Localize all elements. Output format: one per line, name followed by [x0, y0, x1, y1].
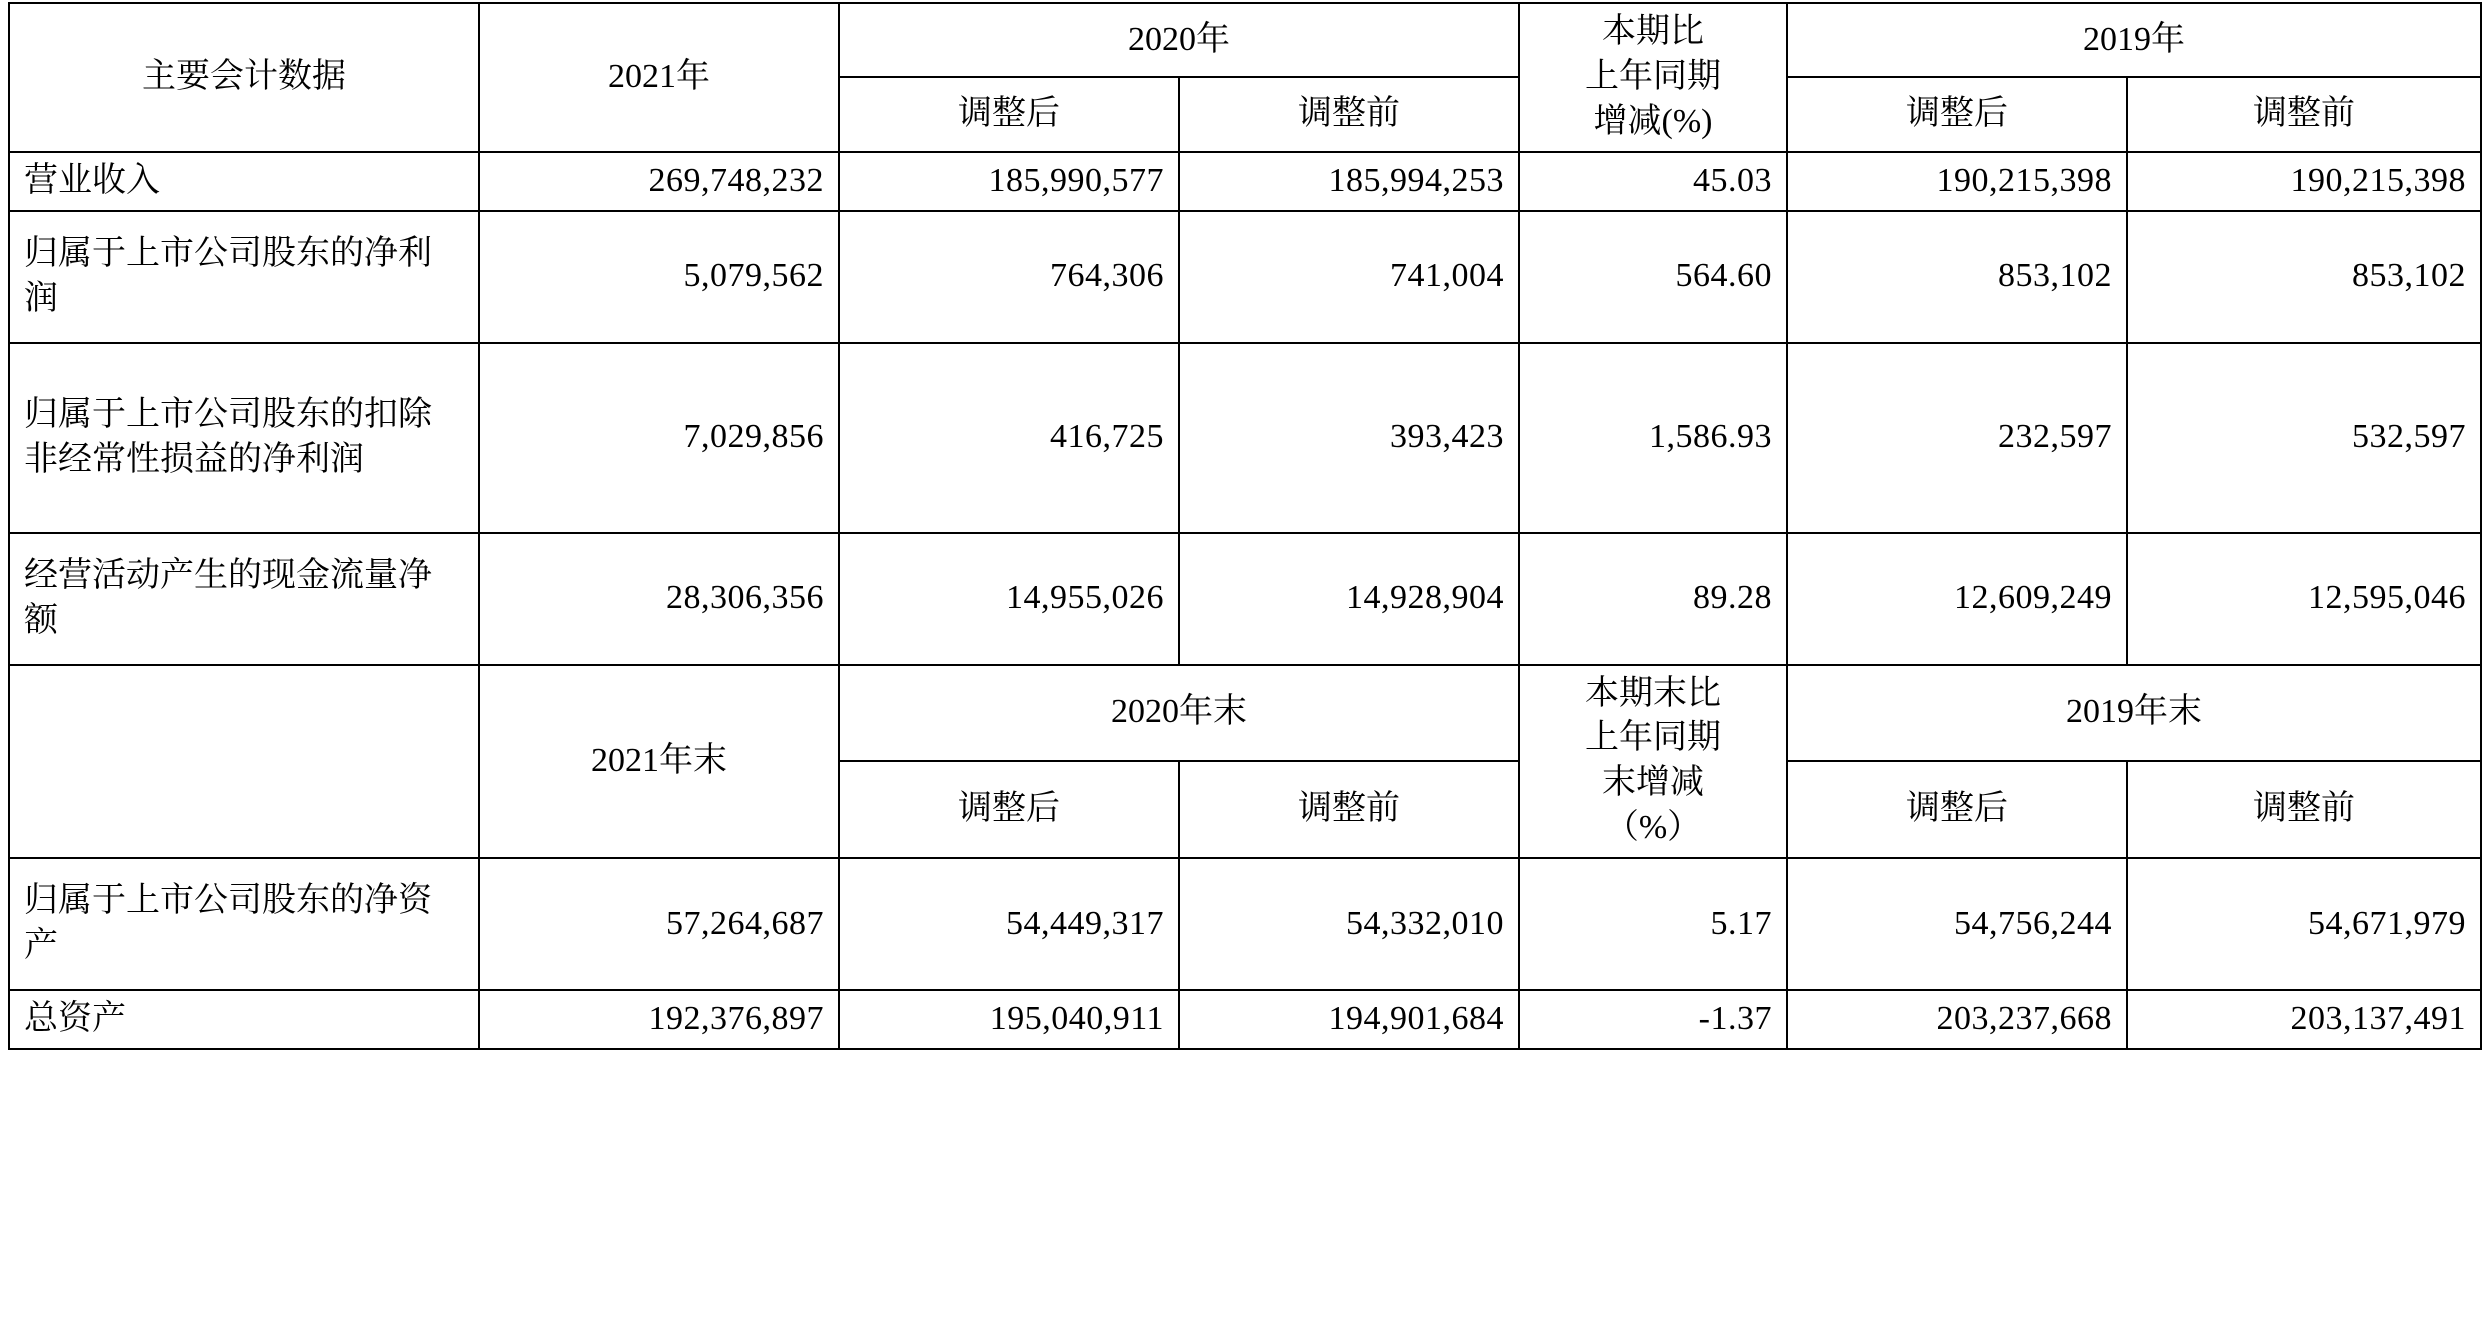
table-row: [9, 343, 2481, 533]
cell-2019-before: 190,215,398: [2127, 152, 2481, 211]
header-2020end-before-adjust: 调整前: [1179, 761, 1519, 858]
cell-2019-before: 853,102: [2127, 211, 2481, 343]
cell-2019-before: 54,671,979: [2127, 858, 2481, 990]
cell-2020-adjusted: 185,990,577: [839, 152, 1179, 211]
row-label: 总资产: [9, 990, 479, 1049]
header-2020end-adjusted: 调整后: [839, 761, 1179, 858]
header-group-2020: 2020年: [839, 3, 1519, 77]
cell-change: 564.60: [1519, 211, 1787, 343]
cell-2019-adjusted: 232,597: [1787, 343, 2127, 533]
cell-2020-before: 54,332,010: [1179, 858, 1519, 990]
cell-2020-adjusted: 416,725: [839, 343, 1179, 533]
document-page: [0, 2, 2488, 1339]
header-2019end-before-adjust: 调整前: [2127, 761, 2481, 858]
table-row: [9, 211, 2481, 343]
header-2020-adjusted: 调整后: [839, 77, 1179, 151]
table-row: [9, 858, 2481, 990]
row-label: 营业收入: [9, 152, 479, 211]
header-change-line2: 上年同期: [1585, 57, 1721, 95]
row-label: 归属于上市公司股东的扣除非经常性损益的净利润: [9, 343, 479, 533]
table-row: [9, 990, 2481, 1049]
header-2019end-adjusted: 调整后: [1787, 761, 2127, 858]
header-group-2019-end: 2019年末: [1787, 665, 2481, 762]
header-main-label: 主要会计数据: [9, 3, 479, 152]
header-change-line1: 本期比: [1602, 13, 1704, 50]
cell-2020-adjusted: 764,306: [839, 211, 1179, 343]
cell-2021: 269,748,232: [479, 152, 839, 211]
cell-change: 45.03: [1519, 152, 1787, 211]
cell-2020-before: 14,928,904: [1179, 533, 1519, 665]
cell-2019-before: 532,597: [2127, 343, 2481, 533]
header-group-2020-end: 2020年末: [839, 665, 1519, 762]
table-header-row-3: [9, 665, 2481, 762]
header-2019-adjusted: 调整后: [1787, 77, 2127, 151]
header-2021: 2021年: [479, 3, 839, 152]
cell-2021: 5,079,562: [479, 211, 839, 343]
cell-2020-before: 194,901,684: [1179, 990, 1519, 1049]
cell-2019-adjusted: 54,756,244: [1787, 858, 2127, 990]
header-2020-before-adjust: 调整前: [1179, 77, 1519, 151]
row-label: 归属于上市公司股东的净利润: [9, 211, 479, 343]
cell-2019-adjusted: 203,237,668: [1787, 990, 2127, 1049]
cell-2019-before: 12,595,046: [2127, 533, 2481, 665]
cell-2020-before: 185,994,253: [1179, 152, 1519, 211]
header-2019-before-adjust: 调整前: [2127, 77, 2481, 151]
cell-2021: 7,029,856: [479, 343, 839, 533]
cell-2020-before: 393,423: [1179, 343, 1519, 533]
row-label: 归属于上市公司股东的净资产: [9, 858, 479, 990]
header-change-pct-2: [1519, 665, 1787, 859]
cell-2020-adjusted: 14,955,026: [839, 533, 1179, 665]
cell-2019-adjusted: 12,609,249: [1787, 533, 2127, 665]
header-2021-end: 2021年末: [479, 665, 839, 859]
table-row: [9, 533, 2481, 665]
cell-change: 89.28: [1519, 533, 1787, 665]
table-header-row-1: [9, 3, 2481, 77]
cell-2021: 28,306,356: [479, 533, 839, 665]
cell-change: 1,586.93: [1519, 343, 1787, 533]
row-label: 经营活动产生的现金流量净额: [9, 533, 479, 665]
cell-2019-adjusted: 190,215,398: [1787, 152, 2127, 211]
header-change2-line1: 本期末比: [1585, 674, 1721, 712]
cell-2020-adjusted: 195,040,911: [839, 990, 1179, 1049]
header-change2-line4: （%）: [1604, 809, 1702, 847]
header-change2-line2: 上年同期: [1585, 719, 1721, 757]
financial-summary-table: [8, 2, 2482, 1050]
header-main-label-2: [9, 665, 479, 859]
table-row: [9, 152, 2481, 211]
cell-2020-before: 741,004: [1179, 211, 1519, 343]
cell-2020-adjusted: 54,449,317: [839, 858, 1179, 990]
cell-2019-adjusted: 853,102: [1787, 211, 2127, 343]
cell-change: -1.37: [1519, 990, 1787, 1049]
cell-2021: 192,376,897: [479, 990, 839, 1049]
cell-2021: 57,264,687: [479, 858, 839, 990]
cell-2019-before: 203,137,491: [2127, 990, 2481, 1049]
cell-change: 5.17: [1519, 858, 1787, 990]
header-change2-line3: 末增减: [1602, 764, 1704, 802]
header-change-line3: 增减(%): [1593, 102, 1713, 140]
header-change-pct: [1519, 3, 1787, 152]
header-group-2019: 2019年: [1787, 3, 2481, 77]
